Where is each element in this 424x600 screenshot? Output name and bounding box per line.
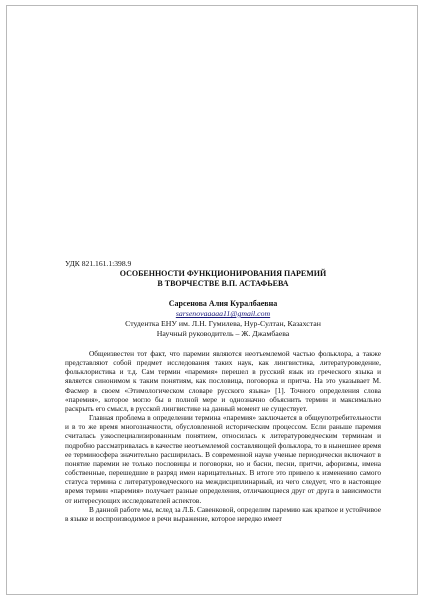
article-title-line-1: ОСОБЕННОСТИ ФУНКЦИОНИРОВАНИЯ ПАРЕМИЙ [119,269,327,278]
author-name: Сарсенова Алия Куралбаевна [168,299,278,308]
article-body [65,349,381,523]
paragraph-3: В данной работе мы, вслед за Л.Б. Савенковой, определим паремию как краткое и устойчивое в языке и воспроизводимое в речи выражение, которое нередко имеет [65,504,381,523]
document-page[interactable] [6,5,418,595]
author-email-link[interactable]: sarsenovaaaaa11@gmail.com [175,309,271,318]
page-content [65,259,381,523]
article-title-line-2: В ТВОРЧЕСТВЕ В.П. АСТАФЬЕВА [157,279,289,288]
author-affiliation: Студентка ЕНУ им. Л.Н. Гумилева, Нур-Султан, Казахстан [125,319,321,328]
paragraph-1: Общеизвестен тот факт, что паремии являются неотъемлемой частью фольклора, а также представляют собой предмет исследования таких наук, как лингвистика, литературоведение, фольклористика и т.д. Сам термин «паремия» перешел в русский язык из греческого языка и является синонимом к таким понятиям, как пословица, поговорка и притча. На это указывает М. Фасмер в своем «Этимологическом словаре русского языка» [1]. Точного определения слова «паремия», которое могло бы в полной мере и однозначно объяснить термин и максимально раскрыть его смысл, в русской лингвистике на данный момент не существует. [65,349,381,413]
paragraph-2: Главная проблема в определении термина «паремия» заключается в общеупотребительности и в то же время многозначности, обусловленной историческим процессом. Если раньше паремия считалась узкоспециализированным понятием, относилась к литературоведческим терминам и подробно рассматривалась в качестве неотъемлемой составляющей фольклора, то в нынешнее время ее терминосфера значительно расширилась. В современной науке ученые периодически включают в понятие паремии не только пословицы и поговорки, но и басни, песни, притчи, афоризмы, имена собственные, перешедшие в разряд имен нарицательных. В итоге это привело к изменению самого статуса термина с литературоведческого на междисциплинарный, из чего следует, что в настоящее время термин «паремия» получает разные определения, отличающиеся друг от друга в зависимости от интересующих исследователей аспектов. [65,413,381,505]
udc-code: УДК 821.161.1:398.9 [65,259,132,268]
scientific-supervisor: Научный руководитель – Ж. Джамбаева [156,329,290,338]
